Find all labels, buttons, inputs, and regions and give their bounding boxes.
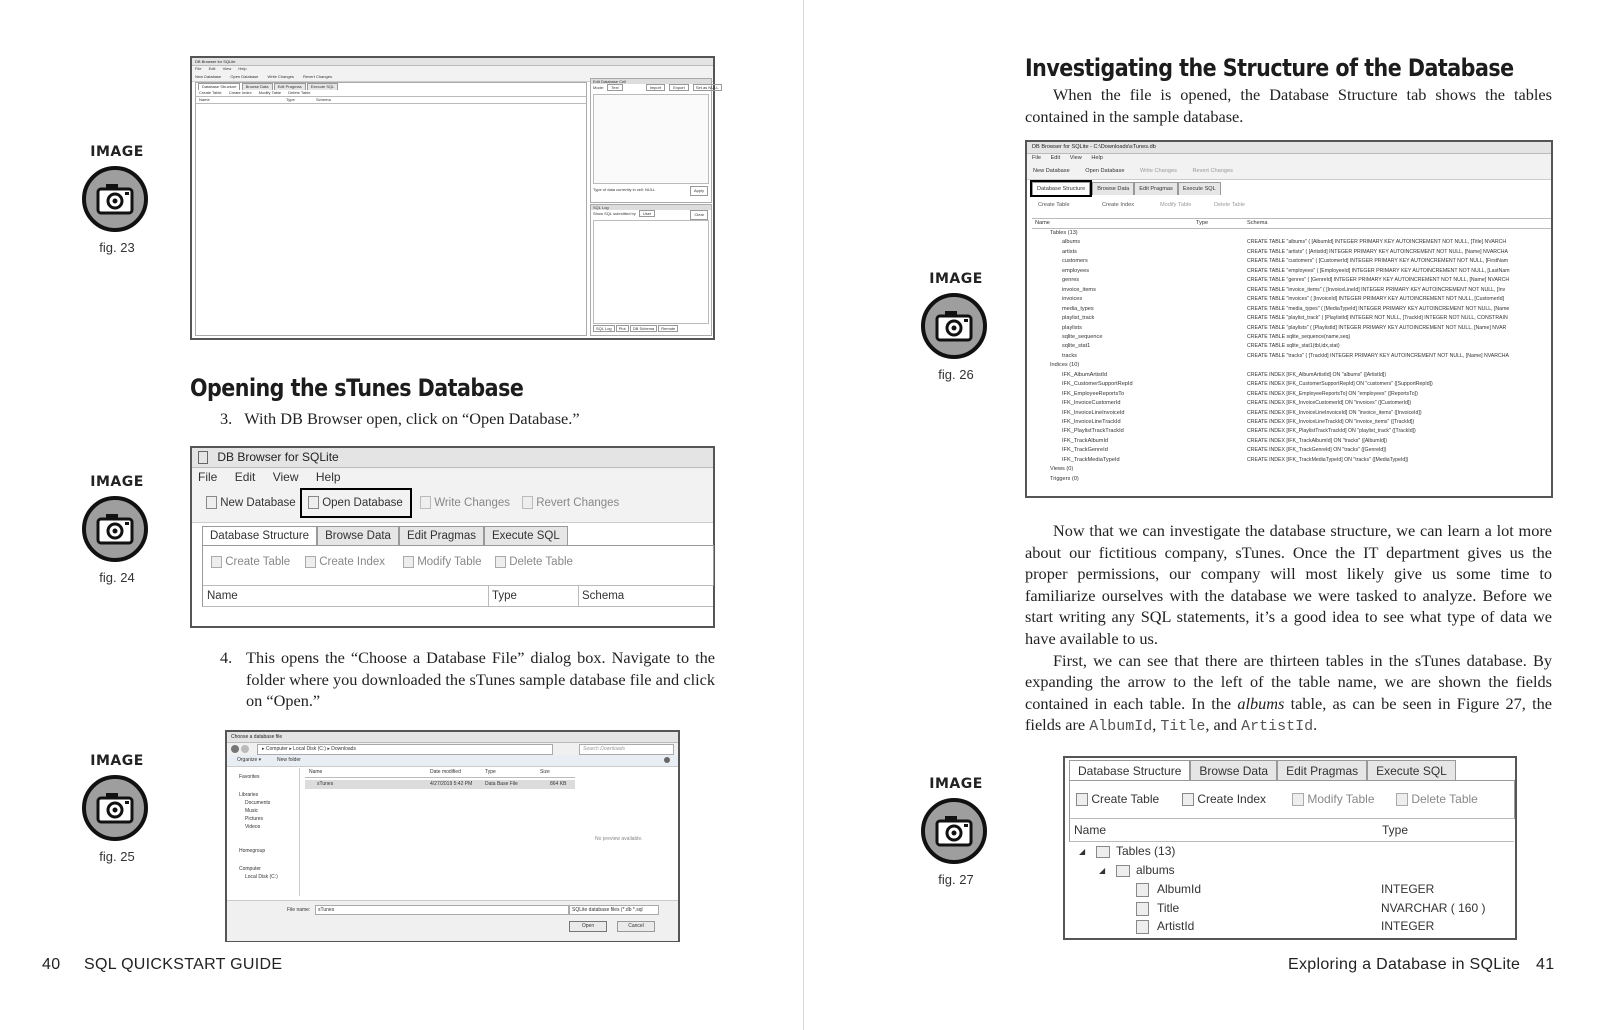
fig25-filename-label: File name: [287, 907, 311, 913]
fig26-menubar [1027, 154, 1551, 163]
delete-table-icon [1396, 793, 1408, 806]
fig26-index-row[interactable] [1032, 399, 1551, 408]
image-badge-label: IMAGE [90, 474, 144, 490]
fig26-index-row[interactable] [1032, 418, 1551, 427]
fig25-footer [227, 900, 678, 941]
fig24-tab-structure[interactable]: Database Structure [202, 526, 317, 545]
fig26-index-row[interactable] [1032, 409, 1551, 418]
fig26-actions [1032, 199, 1547, 211]
fig26-menu-file[interactable]: File [1032, 155, 1042, 161]
camera-icon [921, 293, 987, 359]
fig25-open-button[interactable]: Open [569, 921, 607, 932]
fig23-export-button[interactable]: Export [669, 84, 689, 91]
fig25-col-type[interactable]: Type [485, 769, 496, 775]
fig26-table-row-schema: CREATE TABLE "invoices" ( [InvoiceId] INTEGER PRIMARY KEY AUTOINCREMENT NOT NULL, [CustomerId] [1247, 296, 1505, 303]
fig25-filter-select[interactable]: SQLite database files (*.db *.sql [569, 905, 659, 915]
fig26-triggers-group[interactable] [1032, 475, 1551, 484]
fig26-index-row-schema: CREATE INDEX [IFK_TrackMediaTypeId] ON "tracks" ([MediaTypeId]) [1247, 456, 1409, 463]
fig26-index-row-name: IFK_TrackMediaTypeId [1062, 456, 1120, 463]
fig26-index-row-name: IFK_InvoiceLineInvoiceId [1062, 409, 1125, 416]
right-running-title: Exploring a Database in SQLite [1288, 956, 1521, 973]
fig26-title: DB Browser for SQLite - C:\Downloads\sTunes.db [1027, 142, 1551, 154]
fig24-screenshot [190, 446, 715, 628]
forward-icon[interactable] [241, 745, 249, 753]
fig26-index-row[interactable] [1032, 427, 1551, 436]
fig26-table-row-schema: CREATE TABLE "genres" ( [GenreId] INTEGER PRIMARY KEY AUTOINCREMENT NOT NULL, [Name] NVARCH [1247, 277, 1510, 284]
fig26-index-row-name: IFK_InvoiceCustomerId [1062, 400, 1121, 407]
intro-paragraph: When the file is opened, the Database Structure tab shows the tables contained in the sample database. [1025, 85, 1552, 126]
fig26-index-row-name: IFK_TrackGenreId [1062, 447, 1108, 454]
fig23-cell-editor[interactable] [593, 94, 709, 184]
image-badge-label: IMAGE [929, 271, 983, 287]
folder-icon [1096, 846, 1110, 858]
fig25-commandbar [227, 755, 678, 767]
fig23-edit-cell-pane [590, 78, 719, 203]
fig25-nav-documents[interactable]: Documents [245, 800, 271, 806]
fig27-field-name: Title [1157, 900, 1180, 915]
fig27-field-row[interactable] [1069, 880, 1513, 899]
fig23-modify-table[interactable]: Modify Table [258, 90, 282, 95]
fig27-tab-sql[interactable]: Execute SQL [1367, 760, 1456, 781]
fig25-path[interactable]: ▸ Computer ▸ Local Disk (C:) ▸ Downloads [257, 744, 553, 755]
fig26-table-row[interactable] [1032, 305, 1551, 314]
fig23-left-pane [195, 82, 587, 336]
fig24-revert-button[interactable]: Revert Changes [522, 496, 619, 509]
fig23-menu-edit[interactable]: Edit [208, 66, 216, 71]
step-4 [220, 647, 715, 712]
image-badge-label: IMAGE [90, 144, 144, 160]
fig26-triggers-group-name: Triggers (0) [1050, 475, 1079, 482]
fig23-menu-view[interactable]: View [222, 66, 232, 71]
fig26-index-row-name: IFK_InvoiceLineTrackId [1062, 419, 1121, 425]
fig26-table-row-schema: CREATE TABLE "invoice_items" ( [InvoiceLineId] INTEGER PRIMARY KEY AUTOINCREMENT NOT NULL, [Inv [1247, 286, 1506, 293]
fig26-index-row-name: IFK_TrackAlbumId [1062, 437, 1109, 444]
fig25-filename-input[interactable]: sTunes [315, 905, 569, 915]
fig27-tabs [1069, 760, 1456, 780]
fig26-index-row[interactable] [1032, 371, 1551, 380]
fig26-menu-view[interactable]: View [1069, 155, 1082, 161]
fig23-new-db-button[interactable]: New Database [195, 74, 222, 79]
fig27-create-index[interactable]: Create Index [1182, 792, 1266, 806]
image-badge-fig25 [74, 753, 160, 863]
fig24-open-db-button[interactable]: Open Database [302, 490, 410, 516]
fig24-tabs [202, 526, 568, 544]
collapse-arrow-icon[interactable]: ◢ [1079, 847, 1086, 856]
fig24-menu-view[interactable]: View [272, 470, 299, 484]
fig26-indices-group[interactable] [1032, 361, 1551, 370]
fig26-table-row-schema: CREATE TABLE "playlists" ( [PlaylistId] INTEGER PRIMARY KEY AUTOINCREMENT NOT NULL, [Name] NVAR [1247, 324, 1507, 331]
step-4-number: 4. [220, 648, 233, 667]
fig26-table-row[interactable] [1032, 314, 1551, 323]
step-3-text: With DB Browser open, click on “Open Database.” [244, 409, 580, 428]
fig23-screenshot [190, 56, 719, 340]
figure-caption: fig. 26 [938, 367, 974, 382]
fig26-index-row-schema: CREATE INDEX [IFK_InvoiceLineInvoiceId] ON "invoice_items" ([InvoiceId]) [1247, 409, 1422, 416]
fig26-table-row[interactable] [1032, 286, 1551, 295]
fig24-actions [202, 545, 714, 586]
fig23-tab-browse[interactable]: Browse Data [242, 83, 273, 90]
fig26-table-row[interactable] [1032, 276, 1551, 285]
fig26-table-row-schema: CREATE TABLE "tracks" ( [TrackId] INTEGER PRIMARY KEY AUTOINCREMENT NOT NULL, [Name] NVARCHA [1247, 352, 1509, 359]
fig23-actions [196, 89, 586, 96]
fig26-table-row[interactable] [1032, 267, 1551, 276]
fig24-create-table[interactable]: Create Table [211, 556, 290, 568]
fig26-indices-group-name: Indices (10) [1050, 362, 1080, 369]
fig25-nav-homegroup[interactable]: Homegroup [239, 848, 266, 854]
fig25-organize[interactable]: Organize ▾ [237, 757, 262, 763]
fig26-col-type[interactable]: Type [1196, 220, 1209, 226]
fig23-sql-log-pane [590, 204, 712, 336]
fig23-write-button[interactable]: Write Changes [267, 74, 294, 79]
fig23-import-button[interactable]: Import [646, 84, 665, 91]
fig26-table-row-schema: CREATE TABLE sqlite_sequence(name,seq) [1247, 333, 1351, 340]
fig23-col-type[interactable]: Type [286, 97, 295, 102]
fig27-tab-pragmas[interactable]: Edit Pragmas [1277, 760, 1367, 781]
fig27-actions [1069, 780, 1515, 819]
fig26-modify-table[interactable]: Modify Table [1160, 202, 1192, 208]
fig26-open-db-button[interactable]: Open Database [1085, 168, 1125, 174]
fig26-table-row[interactable] [1032, 238, 1551, 247]
fig24-delete-table[interactable]: Delete Table [495, 556, 573, 568]
figure-caption: fig. 23 [99, 240, 135, 255]
fig26-index-row[interactable] [1032, 380, 1551, 389]
fig27-col-name[interactable]: Name [1074, 823, 1107, 837]
fig26-table-row-schema: CREATE TABLE "albums" ( [AlbumId] INTEGER PRIMARY KEY AUTOINCREMENT NOT NULL, [Title] NVARCH [1247, 239, 1507, 246]
fig24-col-type[interactable]: Type [488, 586, 517, 606]
fig26-views-group-name: Views (0) [1050, 466, 1074, 473]
fig25-col-size[interactable]: Size [540, 769, 550, 775]
fig25-file-row[interactable] [305, 780, 575, 789]
fig27-create-table[interactable]: Create Table [1076, 792, 1159, 806]
camera-icon [82, 775, 148, 841]
fig26-table-row-name: invoices [1062, 296, 1083, 303]
fig26-index-row-schema: CREATE INDEX [IFK_PlaylistTrackTrackId] ON "playlist_track" ([TrackId]) [1247, 428, 1416, 435]
fig26-index-row[interactable] [1032, 390, 1551, 399]
fig26-table-row-name: sqlite_sequence [1062, 333, 1103, 340]
fig25-search-input[interactable]: Search Downloads [579, 744, 674, 755]
fig26-create-table[interactable]: Create Table [1038, 202, 1070, 208]
fig24-write-button[interactable]: Write Changes [420, 496, 510, 509]
fig26-table-row[interactable] [1032, 342, 1551, 351]
fig27-field-type: INTEGER [1381, 882, 1435, 896]
fig25-file-size: 864 KB [550, 781, 567, 787]
fig25-new-folder[interactable]: New folder [277, 757, 301, 763]
fig23-tab-structure[interactable]: Database Structure [198, 83, 240, 90]
modify-table-icon [403, 556, 414, 568]
fig23-columns [196, 96, 586, 104]
fig26-new-db-button[interactable]: New Database [1033, 168, 1070, 174]
create-index-icon [1182, 793, 1194, 806]
fig23-edit-cell-title: Edit Database Cell [591, 79, 711, 84]
fig24-tab-browse[interactable]: Browse Data [317, 526, 399, 545]
fig26-tabs [1032, 182, 1221, 194]
fig27-screenshot [1063, 756, 1517, 940]
fig27-modify-table[interactable]: Modify Table [1292, 792, 1375, 806]
fig23-menu-help[interactable]: Help [238, 66, 247, 71]
fig25-nav-libraries[interactable]: Libraries [239, 792, 259, 798]
fig24-col-schema[interactable]: Schema [578, 586, 624, 606]
fig27-delete-table[interactable]: Delete Table [1396, 792, 1478, 806]
camera-icon [82, 166, 148, 232]
fig25-preview: No preview available. [595, 836, 643, 842]
fig26-index-row-schema: CREATE INDEX [IFK_InvoiceCustomerId] ON "invoices" ([CustomerId]) [1247, 400, 1412, 407]
fig26-table-row-name: tracks [1062, 352, 1077, 359]
page-gutter [803, 0, 804, 1030]
fig23-bottom-tab-log[interactable]: SQL Log [593, 325, 615, 332]
fig23-set-null-button[interactable]: Set as NULL [693, 84, 722, 91]
fig26-screenshot [1025, 140, 1553, 498]
right-page-number: 41 [1536, 956, 1555, 973]
create-table-icon [211, 556, 222, 568]
fig26-index-row-name: IFK_AlbumArtistId [1062, 371, 1108, 378]
fig23-col-name[interactable]: Name [199, 97, 210, 102]
fig26-index-row-name: IFK_CustomerSupportRepId [1062, 381, 1133, 388]
fig23-title: DB Browser for SQLite [192, 58, 713, 66]
fig26-create-index[interactable]: Create Index [1102, 202, 1135, 208]
fig24-tab-pragmas[interactable]: Edit Pragmas [399, 526, 484, 545]
fig26-menu-help[interactable]: Help [1091, 155, 1103, 161]
fig24-menu-edit[interactable]: Edit [234, 470, 256, 484]
fig26-table-row-name: media_types [1062, 305, 1094, 312]
fig26-table-row[interactable] [1032, 257, 1551, 266]
fig26-table-row-schema: CREATE TABLE "customers" ( [CustomerId] INTEGER PRIMARY KEY AUTOINCREMENT NOT NULL, [FirstNam [1247, 258, 1509, 265]
fig25-nav-computer[interactable]: Computer [239, 866, 261, 872]
fig26-table-row-name: invoice_items [1062, 286, 1096, 293]
fig26-table-row-name: playlists [1062, 324, 1082, 331]
create-index-icon [305, 556, 316, 568]
fig23-mode-label: Mode: [593, 85, 605, 90]
fig26-index-row-name: IFK_PlaylistTrackTrackId [1062, 428, 1124, 435]
fig26-table-row-name: genres [1062, 277, 1080, 284]
fig26-tab-browse[interactable]: Browse Data [1092, 182, 1134, 195]
fig27-tables-row[interactable]: ◢ Tables (13) [1069, 842, 1513, 861]
fig26-table-row[interactable] [1032, 248, 1551, 257]
fig26-col-name[interactable]: Name [1035, 220, 1050, 226]
fig23-delete-table[interactable]: Delete Table [288, 90, 311, 95]
fig23-log-area [593, 220, 709, 324]
fig23-clear-button[interactable]: Clear [690, 210, 708, 220]
fig23-apply-button[interactable]: Apply [690, 186, 708, 196]
fig26-views-group[interactable] [1032, 465, 1551, 474]
image-badge-fig24 [74, 474, 160, 584]
fig25-address-bar [227, 743, 678, 755]
body-paragraphs [1025, 520, 1552, 738]
fig27-tab-structure[interactable]: Database Structure [1069, 760, 1190, 781]
fig26-index-row-schema: CREATE INDEX [IFK_AlbumArtistId] ON "albums" ([ArtistId]) [1247, 371, 1387, 378]
revert-changes-icon [522, 496, 533, 509]
figure-caption: fig. 25 [99, 849, 135, 864]
image-badge-fig27 [913, 776, 999, 886]
fig26-tab-pragmas[interactable]: Edit Pragmas [1134, 182, 1178, 195]
fig26-tables-group-name: Tables (13) [1050, 230, 1078, 236]
fig24-menu-file[interactable]: File [198, 470, 218, 484]
table-icon [1116, 865, 1130, 877]
fig23-bottom-tab-remote[interactable]: Remote [658, 325, 678, 332]
fig26-write-button[interactable]: Write Changes [1140, 168, 1177, 174]
fig26-table-row-name: employees [1062, 267, 1090, 274]
step-3-number: 3. [220, 409, 233, 428]
fig27-field-type: INTEGER [1381, 919, 1435, 933]
fig26-table-row-name: albums [1062, 239, 1081, 246]
fig25-cancel-button[interactable]: Cancel [617, 921, 655, 932]
fig26-index-row-schema: CREATE INDEX [IFK_TrackGenreId] ON "tracks" ([GenreId]) [1247, 447, 1387, 454]
fig26-tables-group[interactable] [1032, 229, 1551, 238]
section-heading-opening: Opening the sTunes Database [190, 374, 524, 402]
fig24-new-db-button[interactable]: New Database [206, 496, 296, 509]
fig25-nav-music[interactable]: Music [245, 808, 259, 814]
new-database-icon [206, 496, 217, 509]
fig24-menubar [192, 468, 713, 486]
database-icon [198, 451, 208, 464]
fig27-col-type[interactable]: Type [1382, 823, 1409, 837]
fig24-tab-sql[interactable]: Execute SQL [484, 526, 568, 545]
fig23-type-info: Type of data currently in cell: NULL [593, 187, 656, 192]
fig25-nav-videos[interactable]: Videos [245, 824, 261, 830]
fig26-table-row-schema: CREATE TABLE "playlist_track" ( [PlaylistId] INTEGER NOT NULL, [TrackId] INTEGER NOT NULL, CONSTRAIN [1247, 315, 1508, 322]
fig23-revert-button[interactable]: Revert Changes [303, 74, 332, 79]
field-icon [1136, 920, 1149, 934]
fig27-columns [1069, 818, 1514, 842]
fig27-field-row[interactable] [1069, 899, 1513, 918]
fig26-index-row[interactable] [1032, 456, 1551, 465]
fig26-table-row-name: customers [1062, 258, 1088, 265]
fig26-table-row[interactable] [1032, 352, 1551, 361]
fig23-col-schema[interactable]: Schema [316, 97, 331, 102]
fig25-file-columns [305, 768, 575, 778]
fig25-title: Choose a database file [227, 732, 678, 743]
fig25-nav-local-disk[interactable]: Local Disk (C:) [245, 874, 278, 880]
fig23-create-table[interactable]: Create Table [199, 90, 222, 95]
fig27-field-row[interactable] [1069, 917, 1513, 936]
fig24-modify-table[interactable]: Modify Table [403, 556, 482, 568]
fig23-tab-sql[interactable]: Execute SQL [307, 83, 339, 90]
image-badge-fig26 [913, 271, 999, 381]
fig26-index-row-schema: CREATE INDEX [IFK_TrackAlbumId] ON "tracks" ([AlbumId]) [1247, 437, 1388, 444]
field-icon [1136, 902, 1149, 916]
fig26-table-row-name: playlist_track [1062, 315, 1095, 322]
fig23-bottom-tab-schema[interactable]: DB Schema [630, 325, 657, 332]
fig26-table-row[interactable] [1032, 333, 1551, 342]
delete-table-icon [495, 556, 506, 568]
fig26-table-row-schema: CREATE TABLE "artists" ( [ArtistId] INTEGER PRIMARY KEY AUTOINCREMENT NOT NULL, [Name] NVARCHA [1247, 248, 1508, 255]
fig26-table-row[interactable] [1032, 295, 1551, 304]
fig24-col-name[interactable]: Name [207, 590, 238, 602]
fig24-create-index[interactable]: Create Index [305, 556, 385, 568]
fig26-menu-edit[interactable]: Edit [1050, 155, 1061, 161]
fig27-albums-row[interactable]: ◢ albums [1069, 861, 1513, 880]
fig25-col-name[interactable]: Name [309, 769, 323, 775]
section-heading-investigating: Investigating the Structure of the Database [1025, 54, 1514, 82]
field-icon [1136, 883, 1149, 897]
fig26-toolbar [1027, 163, 1551, 180]
fig27-field-name: AlbumId [1157, 882, 1202, 896]
camera-icon [82, 496, 148, 562]
fig23-bottom-tab-plot[interactable]: Plot [616, 325, 629, 332]
fig23-open-db-button[interactable]: Open Database [230, 74, 259, 79]
fig26-index-row[interactable] [1032, 446, 1551, 455]
fig25-nav-pictures[interactable]: Pictures [245, 816, 264, 822]
help-icon[interactable] [664, 757, 670, 763]
create-table-icon [1076, 793, 1088, 806]
fig27-field-type: NVARCHAR ( 160 ) [1381, 900, 1486, 915]
fig26-col-schema[interactable]: Schema [1247, 220, 1268, 226]
step-4-text: This opens the “Choose a Database File” dialog box. Navigate to the folder where you downloaded the sTunes sample database file and click on “Open.” [246, 648, 715, 711]
fig26-index-row[interactable] [1032, 437, 1551, 446]
fig24-title-bar [192, 448, 713, 468]
fig23-create-index[interactable]: Create Index [228, 90, 252, 95]
fig25-file-list [305, 768, 575, 896]
fig26-table-row-schema: CREATE TABLE "employees" ( [EmployeeId] INTEGER PRIMARY KEY AUTOINCREMENT NOT NULL, [LastNam [1247, 267, 1510, 274]
collapse-arrow-icon[interactable]: ◢ [1099, 866, 1106, 875]
figure-caption: fig. 24 [99, 570, 135, 585]
fig26-index-row-schema: CREATE INDEX [IFK_InvoiceLineTrackId] ON "invoice_items" ([TrackId]) [1247, 419, 1415, 425]
fig26-revert-button[interactable]: Revert Changes [1192, 168, 1233, 174]
image-badge-label: IMAGE [90, 753, 144, 769]
open-database-icon [308, 496, 319, 509]
fig26-index-row-schema: CREATE INDEX [IFK_EmployeeReportsTo] ON "employees" ([ReportsTo]) [1247, 390, 1418, 397]
fig26-tab-sql[interactable]: Execute SQL [1178, 182, 1221, 195]
fig25-screenshot [225, 730, 680, 942]
fig26-index-row-name: IFK_EmployeeReportsTo [1062, 390, 1125, 397]
left-page-number: 40 [42, 956, 61, 973]
camera-icon [921, 798, 987, 864]
fig27-field-name: ArtistId [1157, 919, 1195, 933]
modify-table-icon [1292, 793, 1304, 806]
left-running-title: SQL QUICKSTART GUIDE [84, 956, 283, 973]
paragraph-2: First, we can see that there are thirteen tables in the sTunes database. By expanding the arrow to the left of the table name, we are shown the fields contained in each table. In the albums table, as can be seen in Figure 27, the fields are AlbumId, Title, and ArtistId. [1025, 650, 1552, 736]
fig24-title: DB Browser for SQLite [217, 450, 339, 464]
fig23-show-sql-label: Show SQL submitted by [593, 211, 636, 216]
figure-caption: fig. 27 [938, 872, 974, 887]
step-3 [220, 408, 720, 430]
fig24-toolbar [192, 486, 713, 523]
fig26-table-row-name: sqlite_stat1 [1062, 343, 1091, 350]
fig24-columns [202, 585, 713, 607]
fig27-tab-browse[interactable]: Browse Data [1190, 760, 1277, 781]
image-badge-fig23 [74, 144, 160, 254]
fig26-table-row[interactable] [1032, 324, 1551, 333]
fig26-table-row-schema: CREATE TABLE sqlite_stat1(tbl,idx,stat) [1247, 343, 1340, 350]
image-badge-label: IMAGE [929, 776, 983, 792]
fig26-table-row-name: artists [1062, 248, 1077, 255]
paragraph-1: Now that we can investigate the database structure, we can learn a lot more about our fictitious company, sTunes. Once the IT department gives us the proper permissions, our company will most likely give us some time to familiarize ourselves with the database we were tasked to analyze. Before we start writing any SQL statements, it’s a good idea to see what type of data we have available to us. [1025, 521, 1552, 648]
fig25-file-date: 4/27/2019 5:42 PM [430, 781, 473, 787]
fig25-file-name: sTunes [317, 781, 334, 787]
fig26-table-row-schema: CREATE TABLE "media_types" ( [MediaTypeId] INTEGER PRIMARY KEY AUTOINCREMENT NOT NULL, [Name [1247, 305, 1510, 312]
fig26-index-row-schema: CREATE INDEX [IFK_CustomerSupportRepId] ON "customers" ([SupportRepId]) [1247, 381, 1433, 388]
write-changes-icon [420, 496, 431, 509]
fig23-sql-log-title: SQL Log [591, 205, 711, 210]
fig26-tab-structure[interactable]: Database Structure [1032, 182, 1090, 195]
fig26-delete-table[interactable]: Delete Table [1214, 202, 1245, 208]
fig23-menu-file[interactable]: File [195, 66, 202, 71]
fig23-tab-pragmas[interactable]: Edit Pragmas [274, 83, 306, 90]
back-icon[interactable] [231, 745, 239, 753]
fig23-mode-select[interactable]: Text [607, 84, 622, 91]
fig25-file-type: Data Base File [485, 781, 518, 787]
fig23-user-select[interactable]: User [639, 210, 655, 217]
fig26-columns [1032, 218, 1551, 229]
fig25-nav-favorites[interactable]: Favorites [239, 774, 260, 780]
fig25-nav-pane [231, 768, 300, 896]
fig25-col-date[interactable]: Date modified [430, 769, 461, 775]
fig24-menu-help[interactable]: Help [315, 470, 341, 484]
